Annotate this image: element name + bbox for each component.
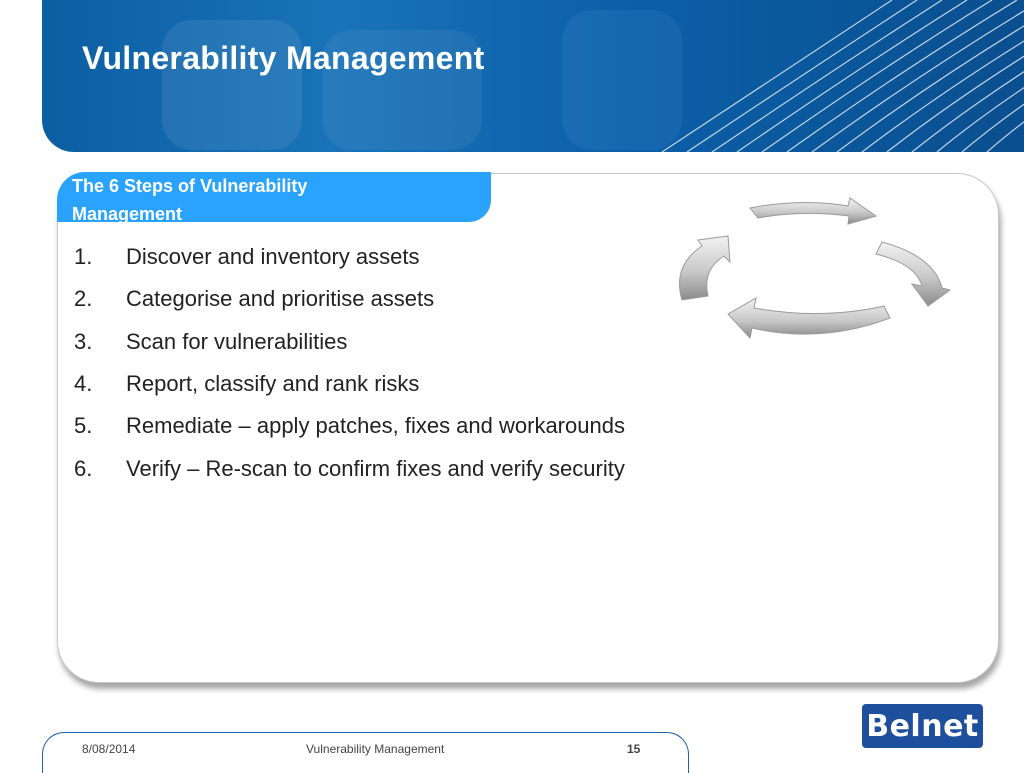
step-text: Scan for vulnerabilities [126,328,348,354]
list-item [74,447,625,489]
list-item [74,236,625,278]
step-number: 6. [74,455,93,481]
list-item [74,278,625,320]
list-item [74,405,625,447]
steps-list [74,236,625,490]
step-number: 3. [74,328,93,354]
circular-arrows-icon [672,196,962,346]
slide-title: Vulnerability Management [82,40,485,76]
section-title: The 6 Steps of Vulnerability Management [72,176,308,224]
step-number: 4. [74,371,93,397]
step-number: 5. [74,413,93,439]
step-text: Report, classify and rank risks [126,371,420,397]
step-number: 1. [74,244,93,270]
step-number: 2. [74,286,93,312]
belnet-logo [862,704,983,748]
page-number: 15 [627,742,641,756]
step-text: Categorise and prioritise assets [126,286,435,312]
list-item [74,363,625,405]
footer-date: 8/08/2014 [82,742,136,756]
footer-title: Vulnerability Management [306,742,445,756]
logo-text: Belnet [866,708,979,744]
list-item [74,321,625,363]
step-text: Remediate – apply patches, fixes and workarounds [126,413,625,439]
step-text: Verify – Re-scan to confirm fixes and verify security [126,455,625,481]
step-text: Discover and inventory assets [126,244,420,270]
